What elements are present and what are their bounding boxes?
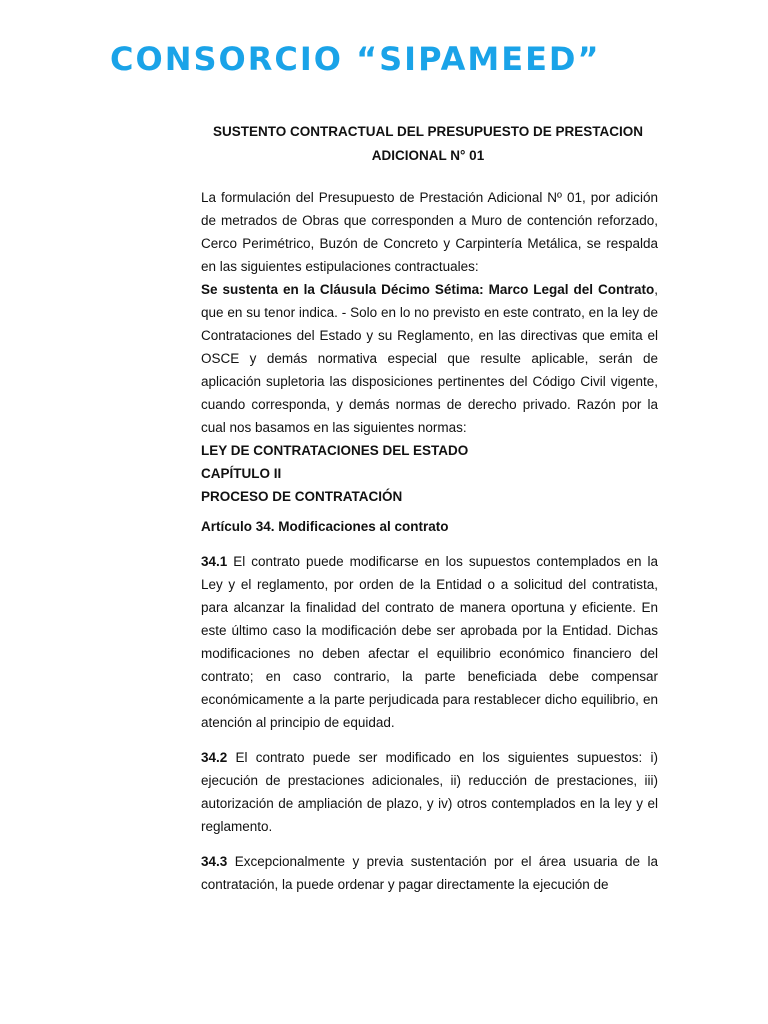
paragraph-34-3 [201, 850, 658, 896]
clause-heading: Se sustenta en la Cláusula Décimo Sétima: Marco Legal del Contrato [201, 282, 655, 297]
chapter-heading: CAPÍTULO II [201, 466, 282, 481]
document-body [201, 186, 658, 896]
title-line-2: ADICIONAL N° 01 [371, 148, 485, 163]
paragraph-number: 34.2 [201, 750, 228, 765]
paragraph-text: El contrato puede ser modificado en los siguientes supuestos: i) ejecución de prestaciones adicionales, ii) reducción de prestaciones, iii) autorización de ampliación de plazo, y iv) otros contemplados en la ley y el reglamento. [201, 750, 658, 834]
paragraph-text: El contrato puede modificarse en los supuestos contemplados en la Ley y el reglamento, por orden de la Entidad o a solicitud del contratista, para alcanzar la finalidad del contrato de manera oportuna y eficiente. En este último caso la modificación debe ser aprobada por la Entidad. Dichas modificaciones no deben afectar el equilibrio económico financiero del contrato; en caso contrario, la parte beneficiada debe compensar económicamente a la parte perjudicada para restablecer dicho equilibrio, en atención al principio de equidad. [201, 554, 658, 730]
paragraph-34-2 [201, 746, 658, 838]
title-line-1: SUSTENTO CONTRACTUAL DEL PRESUPUESTO DE PRESTACION [212, 124, 644, 139]
clause-paragraph [201, 278, 658, 439]
paragraph-number: 34.3 [201, 854, 228, 869]
clause-text: , que en su tenor indica. - Solo en lo no previsto en este contrato, en la ley de Contrataciones del Estado y su Reglamento, en las directivas que emita el OSCE y demás normativa especial que resulte aplicable, serán de aplicación supletoria las disposiciones pertinentes del Código Civil vigente, cuando corresponda, y demás normas de derecho privado. Razón por la cual nos basamos en las siguientes normas: [201, 282, 658, 435]
process-heading: PROCESO DE CONTRATACIÓN [201, 489, 403, 504]
letterhead: CONSORCIO “SIPAMEED” [110, 40, 601, 78]
paragraph-number: 34.1 [201, 554, 228, 569]
paragraph-text: Excepcionalmente y previa sustentación por el área usuaria de la contratación, la puede ordenar y pagar directamente la ejecución de [201, 854, 658, 892]
document-title [190, 120, 666, 168]
intro-paragraph: La formulación del Presupuesto de Prestación Adicional Nº 01, por adición de metrados de Obras que corresponden a Muro de contención reforzado, Cerco Perimétrico, Buzón de Concreto y Carpintería Metálica, se respalda en las siguientes estipulaciones contractuales: [201, 190, 658, 274]
article-heading: Artículo 34. Modificaciones al contrato [201, 519, 449, 534]
law-heading: LEY DE CONTRATACIONES DEL ESTADO [201, 443, 469, 458]
paragraph-34-1 [201, 550, 658, 734]
